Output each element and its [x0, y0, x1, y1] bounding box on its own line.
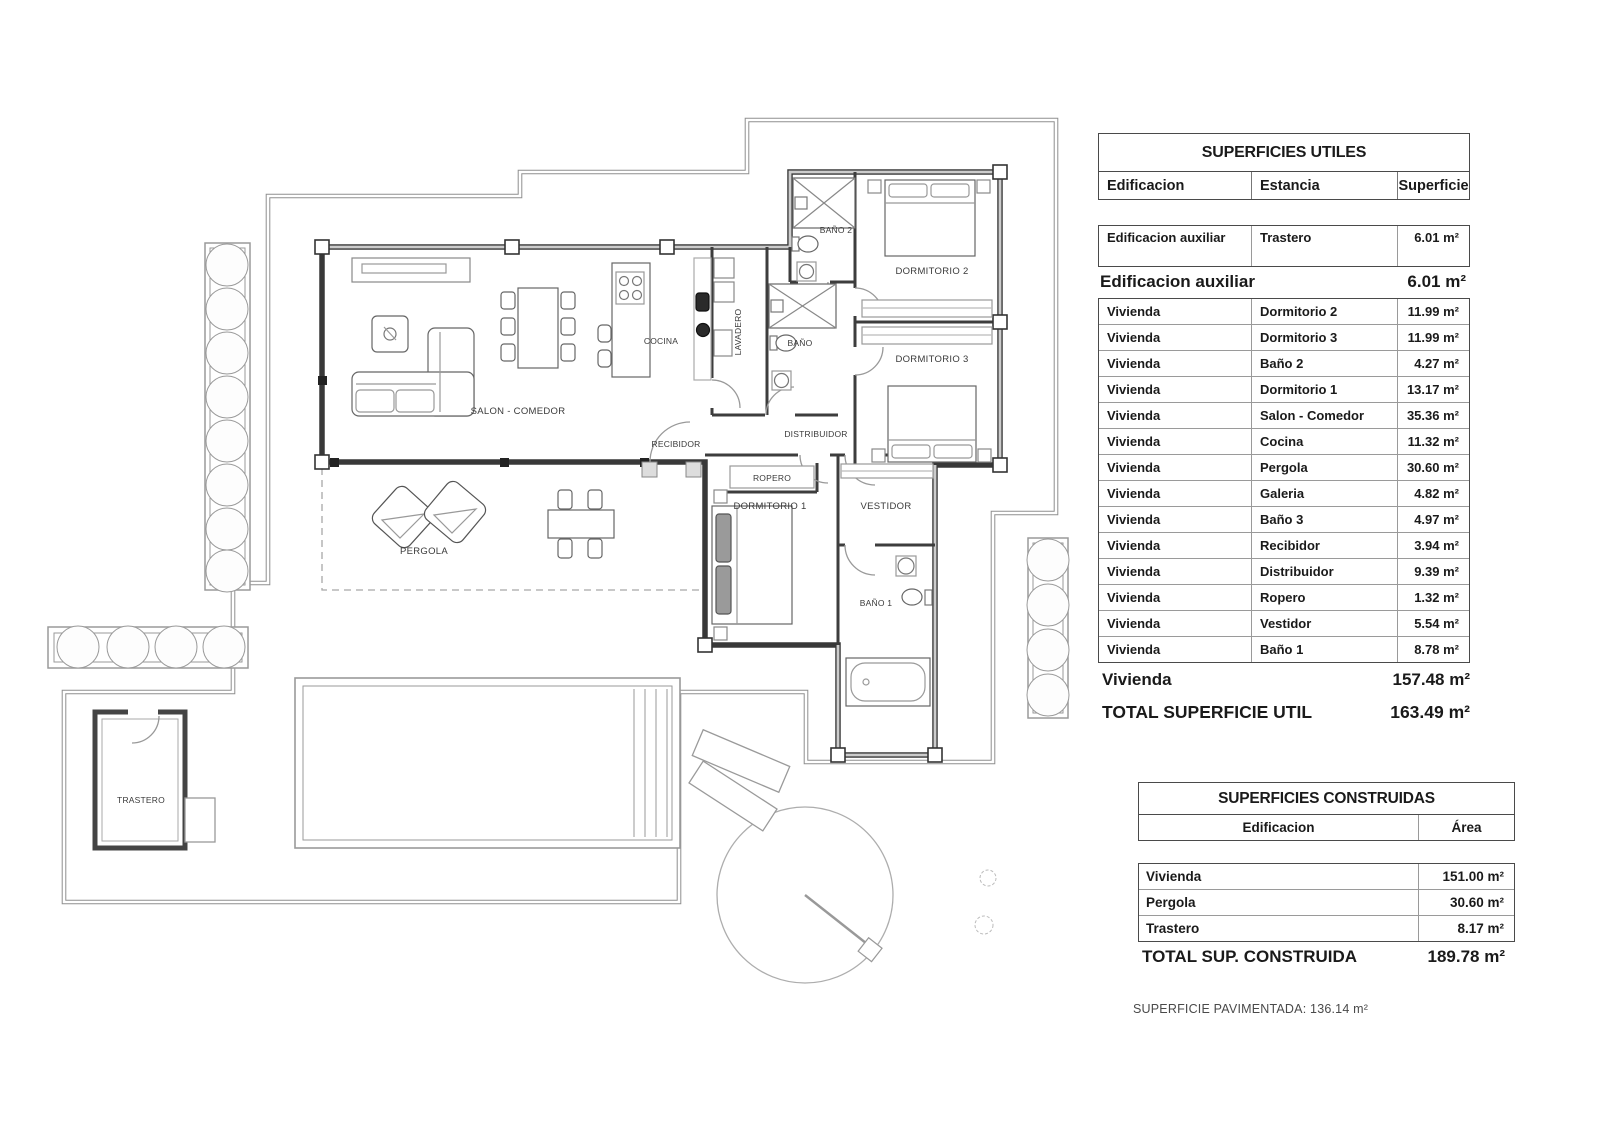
- cell: 4.97 m²: [1397, 507, 1469, 532]
- superficies-utiles-panel: [1098, 133, 1470, 723]
- label-dormitorio2: DORMITORIO 2: [895, 266, 969, 277]
- table-row: [1139, 915, 1514, 941]
- cell: 30.60 m²: [1397, 455, 1469, 480]
- table-row: [1099, 299, 1469, 324]
- table-row: [1099, 636, 1469, 662]
- label-ropero: ROPERO: [752, 473, 792, 483]
- cell: 3.94 m²: [1397, 533, 1469, 558]
- label-pergola: PERGOLA: [399, 546, 449, 557]
- vivienda-subtotal-value: 157.48 m²: [1392, 670, 1470, 689]
- cell: Distribuidor: [1251, 559, 1397, 584]
- utiles-total-value: 163.49 m²: [1390, 702, 1470, 722]
- cell: Dormitorio 3: [1251, 325, 1397, 350]
- cell: Vivienda: [1107, 590, 1161, 605]
- cell: 11.32 m²: [1397, 429, 1469, 454]
- cell: Recibidor: [1251, 533, 1397, 558]
- cell: Vivienda: [1107, 304, 1161, 319]
- round-terrace: [717, 807, 893, 983]
- trastero-building: [95, 705, 215, 848]
- cell: 8.78 m²: [1397, 637, 1469, 662]
- label-dormitorio1: DORMITORIO 1: [733, 501, 807, 512]
- table-row: [1099, 532, 1469, 558]
- cell: Vivienda: [1107, 538, 1161, 553]
- label-recibidor: RECIBIDOR: [651, 439, 701, 449]
- table-row: [1099, 584, 1469, 610]
- cell: 35.36 m²: [1397, 403, 1469, 428]
- tree-row-right: [1027, 538, 1069, 718]
- col-superficie: Superficie: [1397, 172, 1469, 199]
- cell: Dormitorio 2: [1251, 299, 1397, 324]
- label-salon: SALON - COMEDOR: [470, 406, 566, 417]
- paved-surface-note: SUPERFICIE PAVIMENTADA: 136.14 m²: [1133, 1002, 1369, 1016]
- dining-table: [501, 288, 575, 368]
- bed-dormitorio2: [868, 180, 990, 256]
- cell: 1.32 m²: [1397, 585, 1469, 610]
- cell: Dormitorio 1: [1251, 377, 1397, 402]
- cell: Ropero: [1251, 585, 1397, 610]
- table-row: [1099, 324, 1469, 350]
- table-row: [1139, 864, 1514, 889]
- label-distribuidor: DISTRIBUIDOR: [784, 429, 848, 439]
- cell: 5.54 m²: [1397, 611, 1469, 636]
- table-row: [1099, 402, 1469, 428]
- tree-row-bottom: [48, 626, 248, 668]
- table-row: [1099, 454, 1469, 480]
- cell: 8.17 m²: [1418, 916, 1514, 941]
- cell: 9.39 m²: [1397, 559, 1469, 584]
- label-bano1: BAÑO 1: [859, 598, 893, 608]
- col-edificacion: Edificacion: [1107, 177, 1185, 194]
- cell: Pergola: [1146, 895, 1196, 910]
- cell-superficie: 6.01 m²: [1397, 226, 1469, 266]
- cell: Vivienda: [1107, 434, 1161, 449]
- cell: Vivienda: [1107, 330, 1161, 345]
- tree-row-left: [205, 243, 250, 592]
- col-estancia: Estancia: [1251, 172, 1397, 199]
- cell: Vivienda: [1107, 460, 1161, 475]
- construidas-column-headers: [1139, 815, 1514, 840]
- pergola-table: [548, 490, 614, 558]
- bed-dormitorio3: [872, 386, 991, 462]
- construidas-title: SUPERFICIES CONSTRUIDAS: [1139, 783, 1514, 815]
- cell: 151.00 m²: [1418, 864, 1514, 889]
- cell: Vivienda: [1146, 869, 1202, 884]
- col-area: Área: [1418, 815, 1514, 840]
- cell: Vivienda: [1107, 408, 1161, 423]
- pergola-chairs: [369, 478, 489, 551]
- table-row: [1139, 889, 1514, 915]
- construidas-total: [1138, 947, 1515, 967]
- pool: [295, 678, 680, 848]
- cell-estancia: Trastero: [1251, 226, 1397, 266]
- cell: 4.82 m²: [1397, 481, 1469, 506]
- table-row: [1099, 558, 1469, 584]
- table-row: [1099, 350, 1469, 376]
- cell: 13.17 m²: [1397, 377, 1469, 402]
- cell: Vivienda: [1107, 382, 1161, 397]
- cell: 11.99 m²: [1397, 299, 1469, 324]
- vivienda-subtotal: [1098, 670, 1470, 690]
- cell: 30.60 m²: [1418, 890, 1514, 915]
- cell: Baño 3: [1251, 507, 1397, 532]
- col-edificacion: Edificacion: [1242, 820, 1315, 835]
- label-trastero: TRASTERO: [117, 795, 165, 805]
- table-row: [1099, 226, 1469, 266]
- utiles-aux-box: [1098, 225, 1470, 267]
- utiles-column-headers: [1099, 172, 1469, 199]
- cell: Vivienda: [1107, 512, 1161, 527]
- pergola-area: [322, 468, 705, 590]
- cell: Vivienda: [1107, 356, 1161, 371]
- utiles-rows-box: [1098, 298, 1470, 663]
- aux-subtotal-label: Edificacion auxiliar: [1100, 272, 1255, 291]
- table-row: [1099, 610, 1469, 636]
- construidas-total-label: TOTAL SUP. CONSTRUIDA: [1142, 947, 1358, 966]
- construidas-rows-box: [1138, 863, 1515, 942]
- utiles-title: SUPERFICIES UTILES: [1099, 134, 1469, 172]
- construidas-total-value: 189.78 m²: [1427, 947, 1505, 966]
- cell: 11.99 m²: [1397, 325, 1469, 350]
- cell: Baño 2: [1251, 351, 1397, 376]
- utiles-header-box: [1098, 133, 1470, 200]
- bed-dormitorio1: [712, 490, 792, 640]
- table-row: [1099, 480, 1469, 506]
- cell: Vivienda: [1107, 486, 1161, 501]
- cell: Salon - Comedor: [1251, 403, 1397, 428]
- garden-planters: [689, 730, 790, 831]
- table-row: [1099, 506, 1469, 532]
- table-row: [1099, 376, 1469, 402]
- label-dormitorio3: DORMITORIO 3: [895, 354, 969, 365]
- cell: Vestidor: [1251, 611, 1397, 636]
- label-cocina: COCINA: [643, 336, 679, 346]
- table-row: [1099, 428, 1469, 454]
- vestidor-closet: [841, 464, 933, 478]
- cell-edificacion: Edificacion auxiliar: [1107, 230, 1226, 245]
- vivienda-subtotal-label: Vivienda: [1102, 670, 1172, 689]
- superficies-construidas-panel: [1138, 782, 1515, 967]
- label-bano2: BAÑO 2: [819, 225, 853, 235]
- cell: 4.27 m²: [1397, 351, 1469, 376]
- kitchen-sink: [694, 258, 711, 380]
- cell: Galeria: [1251, 481, 1397, 506]
- label-bano: BAÑO: [787, 338, 813, 348]
- label-vestidor: VESTIDOR: [860, 501, 912, 512]
- cell: Baño 1: [1251, 637, 1397, 662]
- plant-table: [372, 316, 408, 352]
- utiles-total: [1098, 702, 1470, 723]
- aux-subtotal: [1098, 272, 1470, 292]
- utiles-total-label: TOTAL SUPERFICIE UTIL: [1102, 702, 1313, 722]
- cell: Pergola: [1251, 455, 1397, 480]
- construidas-header-box: [1138, 782, 1515, 841]
- cell: Trastero: [1146, 921, 1200, 936]
- bush-icons: [975, 870, 996, 934]
- cell: Cocina: [1251, 429, 1397, 454]
- cell: Vivienda: [1107, 564, 1161, 579]
- tv-cabinet: [352, 258, 470, 282]
- cell: Vivienda: [1107, 642, 1161, 657]
- cell: Vivienda: [1107, 616, 1161, 631]
- aux-subtotal-value: 6.01 m²: [1407, 272, 1466, 291]
- label-lavadero: LAVADERO: [733, 308, 743, 356]
